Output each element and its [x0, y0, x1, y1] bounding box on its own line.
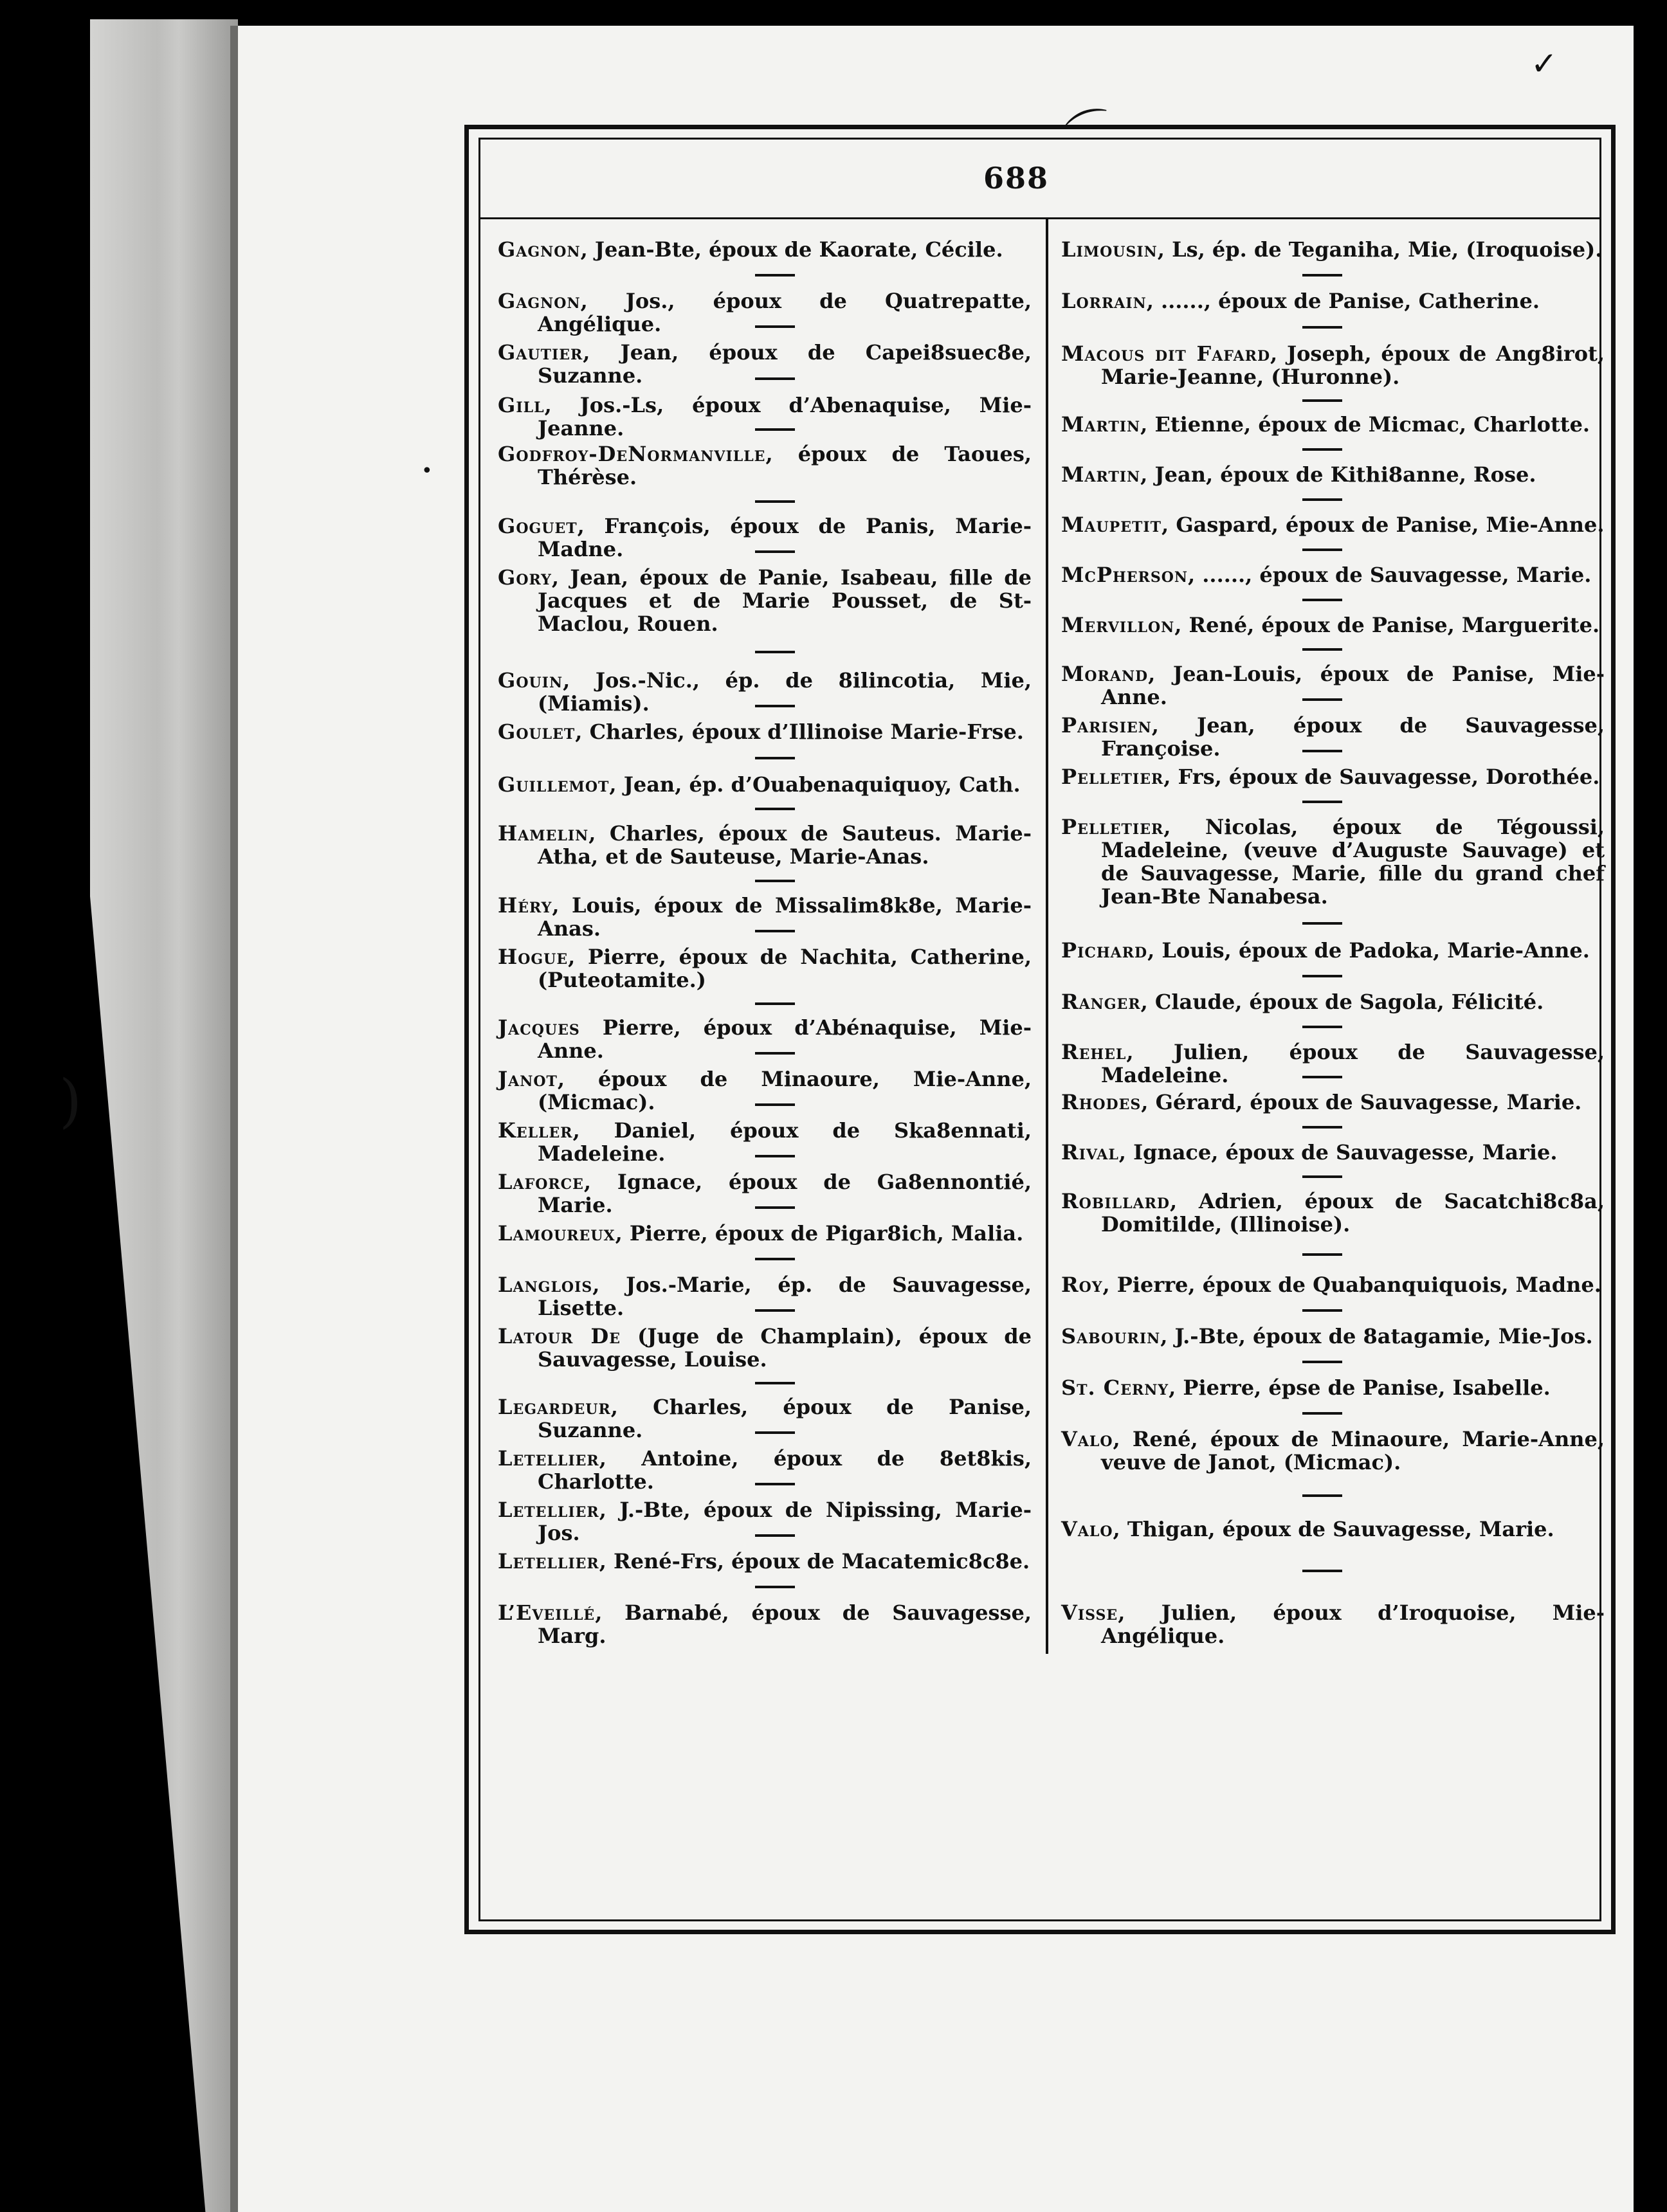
entry-text: , Jos.-Nic., ép. de 8ilincotia, Mie, (Miamis). [538, 668, 1032, 716]
entry-text: , ......, époux de Panise, Catherine. [1146, 289, 1540, 313]
list-item [1061, 939, 1605, 962]
entry-text: , Nicolas, époux de Tégoussi, Madeleine, (veuve d’Auguste Sauvage) et de Sauvagesse, Marie, fille du grand chef Jean-Bte Nanabesa. [1101, 815, 1605, 909]
list-item [1061, 662, 1605, 709]
entry-separator [755, 550, 795, 553]
entry-surname: Valo [1061, 1427, 1113, 1451]
entry-surname: Gagnon [498, 237, 581, 262]
entry-surname: Rival [1061, 1140, 1119, 1165]
entry-separator [755, 1206, 795, 1209]
list-item [498, 1325, 1032, 1371]
entry-separator [1302, 399, 1342, 402]
entry-text: , Adrien, époux de Sacatchi8c8a, Domitilde, (Illinoise). [1101, 1189, 1605, 1237]
entry-text: , Ignace, époux de Sauvagesse, Marie. [1118, 1140, 1558, 1165]
entry-surname: Keller [498, 1118, 573, 1143]
entry-text: (Juge de Champlain), époux de Sauvagesse, Louise. [538, 1324, 1032, 1372]
entry-surname: Héry [498, 893, 552, 918]
list-item [498, 1273, 1032, 1319]
entry-surname: Morand [1061, 662, 1149, 686]
entry-surname: Hamelin [498, 821, 589, 846]
entry-surname: Pelletier [1061, 765, 1164, 789]
entry-separator [1302, 1494, 1342, 1497]
entry-text: , Thigan, époux de Sauvagesse, Marie. [1113, 1517, 1554, 1541]
entry-surname: Limousin [1061, 237, 1158, 262]
entry-surname: Pelletier [1061, 815, 1164, 839]
list-item [498, 1550, 1032, 1573]
entry-surname: Goulet [498, 720, 576, 744]
entry-separator [1302, 274, 1342, 276]
entry-surname: Janot [498, 1067, 558, 1091]
entry-text: , J.-Bte, époux de 8atagamie, Mie-Jos. [1160, 1324, 1593, 1348]
list-item [498, 514, 1032, 561]
list-item [1061, 1190, 1605, 1236]
entry-surname: Letellier [498, 1446, 599, 1471]
list-item [1061, 1141, 1605, 1164]
page-number: 688 [983, 161, 1050, 195]
entry-separator [1302, 1361, 1342, 1363]
entry-text: , Louis, époux de Padoka, Marie-Anne. [1147, 938, 1590, 963]
entry-surname: Ranger [1061, 990, 1141, 1014]
entry-separator [1302, 548, 1342, 551]
entry-text: , Gérard, époux de Sauvagesse, Marie. [1141, 1090, 1582, 1114]
entry-text: , Jean, époux de Capei8suec8e, Suzanne. [538, 340, 1032, 388]
entry-surname: Langlois [498, 1273, 593, 1297]
entry-surname: Goguet [498, 514, 578, 538]
entry-surname: Letellier [498, 1498, 599, 1522]
list-item [1061, 815, 1605, 908]
list-item [1061, 613, 1605, 637]
entry-separator [755, 1103, 795, 1106]
margin-mark: • [421, 460, 433, 482]
entry-text: , Jean-Louis, époux de Panise, Mie-Anne. [1101, 662, 1605, 709]
list-item [498, 289, 1032, 336]
list-item [1061, 1601, 1605, 1647]
entry-text: , Charles, époux d’Illinoise Marie-Frse. [575, 720, 1024, 744]
entry-separator [1302, 1175, 1342, 1178]
entry-surname: Jacques [498, 1015, 580, 1040]
entry-separator [1302, 1126, 1342, 1129]
list-item [498, 566, 1032, 635]
list-item [1061, 1091, 1605, 1114]
list-item [1061, 463, 1605, 486]
list-item [498, 720, 1032, 743]
entry-separator [1302, 922, 1342, 925]
entry-separator [1302, 1076, 1342, 1078]
entry-separator [1302, 1309, 1342, 1312]
entry-surname: Visse [1061, 1600, 1118, 1625]
entry-surname: Hogue [498, 945, 569, 969]
entry-text: , Ignace, époux de Ga8ennontié, Marie. [538, 1170, 1032, 1217]
entry-text: , Pierre, époux de Quabanquiquois, Madne. [1102, 1273, 1601, 1297]
entry-separator [1302, 648, 1342, 651]
entry-surname: Letellier [498, 1549, 599, 1573]
entry-text: Pierre, époux d’Abénaquise, Mie-Anne. [538, 1015, 1032, 1063]
entry-text: , Antoine, époux de 8et8kis, Charlotte. [538, 1446, 1032, 1494]
entry-surname: Gory [498, 565, 552, 590]
margin-mark: ✓ [1531, 45, 1558, 82]
entry-surname: Rhodes [1061, 1090, 1142, 1114]
list-item [498, 394, 1032, 440]
list-item [1061, 289, 1605, 313]
list-item [1061, 765, 1605, 788]
entry-text: , Jean, époux de Panie, Isabeau, fille de Jacques et de Marie Pousset, de St-Maclou, Rouen. [538, 565, 1032, 636]
list-item [498, 1395, 1032, 1442]
entry-surname: McPherson [1061, 563, 1188, 587]
list-item [498, 1601, 1032, 1647]
entry-separator [1302, 326, 1342, 329]
header-rule [480, 217, 1599, 219]
entry-surname: Valo [1061, 1517, 1113, 1541]
entry-separator [1302, 498, 1342, 501]
entry-text: , Pierre, époux de Nachita, Catherine, (Puteotamite.) [538, 945, 1032, 992]
margin-mark: ) [59, 1067, 82, 1135]
list-item [498, 1498, 1032, 1545]
entry-surname: Legardeur [498, 1395, 611, 1419]
entry-separator [755, 930, 795, 932]
entry-text: , Jean-Bte, époux de Kaorate, Cécile. [580, 237, 1003, 262]
entry-separator [1302, 599, 1342, 601]
entry-text: , Barnabé, époux de Sauvagesse, Marg. [538, 1600, 1032, 1648]
entry-surname: Gagnon [498, 289, 581, 313]
entry-separator [755, 1155, 795, 1157]
entry-text: , Jean, ép. d’Ouabenaquiquoy, Cath. [609, 772, 1021, 797]
entry-separator [1302, 1253, 1342, 1256]
entry-text: , ......, époux de Sauvagesse, Marie. [1188, 563, 1592, 587]
list-item [498, 1170, 1032, 1217]
list-item [498, 341, 1032, 387]
entry-separator [755, 880, 795, 882]
entry-surname: Guillemot [498, 772, 610, 797]
list-item [498, 669, 1032, 715]
entry-text: , Etienne, époux de Micmac, Charlotte. [1140, 412, 1590, 437]
list-item [1061, 1273, 1605, 1296]
entry-text: , J.-Bte, époux de Nipissing, Marie-Jos. [538, 1498, 1032, 1545]
list-item [498, 894, 1032, 940]
entry-separator [1302, 1412, 1342, 1415]
list-item [498, 1447, 1032, 1493]
entry-surname: Parisien [1061, 713, 1152, 738]
entry-separator [755, 1534, 795, 1537]
list-item [1061, 413, 1605, 436]
list-item [498, 442, 1032, 489]
list-item [498, 773, 1032, 796]
list-item [1061, 1428, 1605, 1474]
entry-separator [755, 1002, 795, 1005]
list-item [498, 1222, 1032, 1245]
entry-surname: Roy [1061, 1273, 1103, 1297]
entry-text: , Claude, époux de Sagola, Félicité. [1140, 990, 1544, 1014]
entry-separator [755, 1052, 795, 1055]
entry-surname: Lorrain [1061, 289, 1147, 313]
entry-surname: Lamoureux [498, 1221, 615, 1246]
entry-separator [1302, 975, 1342, 977]
entry-text: , François, époux de Panis, Marie-Madne. [538, 514, 1032, 561]
entry-surname: Latour De [498, 1324, 621, 1348]
entry-surname: Gautier [498, 340, 583, 365]
entry-surname: Maupetit [1061, 512, 1162, 537]
entry-text: , Louis, époux de Missalim8k8e, Marie-Anas. [538, 893, 1032, 941]
list-item [498, 945, 1032, 992]
entry-surname: Martin [1061, 412, 1141, 437]
list-item [1061, 342, 1605, 388]
entry-text: , Gaspard, époux de Panise, Mie-Anne. [1161, 512, 1605, 537]
entry-surname: Gill [498, 393, 545, 417]
entry-separator [755, 428, 795, 431]
column-divider [1046, 219, 1048, 1654]
entry-text: , Frs, époux de Sauvagesse, Dorothée. [1163, 765, 1600, 789]
entry-separator [1302, 801, 1342, 803]
entry-separator [1302, 1026, 1342, 1028]
list-item [498, 1067, 1032, 1114]
list-item [1061, 238, 1605, 261]
entry-separator [755, 808, 795, 810]
entry-text: , René-Frs, époux de Macatemic8c8e. [599, 1549, 1030, 1573]
entry-surname: Pichard [1061, 938, 1148, 963]
entry-separator [755, 1483, 795, 1485]
list-item [1061, 990, 1605, 1013]
entry-text: , Jos.-Marie, ép. de Sauvagesse, Lisette. [538, 1273, 1032, 1320]
entry-text: , René, époux de Minaoure, Marie-Anne, veuve de Janot, (Micmac). [1101, 1427, 1605, 1474]
entry-separator [1302, 750, 1342, 752]
entry-separator [1302, 1570, 1342, 1572]
entry-surname: Godfroy-DeNormanville [498, 442, 766, 466]
entry-text: , Pierre, époux de Pigar8ich, Malia. [615, 1221, 1024, 1246]
list-item [498, 822, 1032, 868]
list-item [1061, 1325, 1605, 1348]
entry-text: , Julien, époux de Sauvagesse, Madeleine. [1101, 1040, 1605, 1087]
entry-separator [1302, 698, 1342, 701]
entry-text: , Charles, époux de Panise, Suzanne. [538, 1395, 1032, 1442]
list-item [1061, 1518, 1605, 1541]
entry-separator [755, 500, 795, 503]
entry-separator [755, 1586, 795, 1588]
book-spine [90, 19, 238, 2212]
entry-surname: Rehel [1061, 1040, 1127, 1064]
entry-separator [755, 705, 795, 707]
entry-separator [755, 274, 795, 276]
entry-text: , Pierre, épse de Panise, Isabelle. [1169, 1375, 1551, 1400]
entry-surname: Laforce [498, 1170, 584, 1194]
entry-surname: L’Eveillé [498, 1600, 596, 1625]
entry-surname: Macous dit Fafard [1061, 341, 1271, 366]
entry-surname: Mervillon [1061, 613, 1175, 637]
entry-text: , Charles, époux de Sauteus. Marie-Atha, et de Sauteuse, Marie-Anas. [538, 821, 1032, 869]
list-item [1061, 714, 1605, 760]
entry-surname: St. Cerny [1061, 1375, 1169, 1400]
entry-text: , Jean, époux de Kithi8anne, Rose. [1140, 462, 1536, 487]
entry-surname: Martin [1061, 462, 1141, 487]
entry-separator [755, 1431, 795, 1434]
entry-surname: Gouin [498, 668, 563, 693]
list-item [498, 1016, 1032, 1062]
entry-separator [755, 1258, 795, 1260]
entry-text: , Daniel, époux de Ska8ennati, Madeleine. [538, 1118, 1032, 1166]
entry-separator [755, 757, 795, 759]
entry-text: , Jos.-Ls, époux d’Abenaquise, Mie-Jeanne. [538, 393, 1032, 440]
entry-text: , époux de Taoues, Thérèse. [538, 442, 1032, 489]
list-item [1061, 1376, 1605, 1399]
entry-separator [755, 325, 795, 328]
list-item [1061, 513, 1605, 536]
entry-text: , Joseph, époux de Ang8irot, Marie-Jeanne, (Huronne). [1101, 341, 1605, 389]
list-item [498, 238, 1032, 261]
entry-text: , Ls, ép. de Teganiha, Mie, (Iroquoise). [1157, 237, 1603, 262]
list-item [498, 1119, 1032, 1165]
entry-text: , Julien, époux d’Iroquoise, Mie-Angélique. [1101, 1600, 1605, 1648]
entry-text: , Jean, époux de Sauvagesse, Françoise. [1101, 713, 1605, 761]
list-item [1061, 563, 1605, 586]
entry-text: , Jos., époux de Quatrepatte, Angélique. [538, 289, 1032, 336]
entry-surname: Sabourin [1061, 1324, 1161, 1348]
entry-surname: Robillard [1061, 1189, 1171, 1213]
entry-separator [755, 651, 795, 653]
margin-mark: ⌒ [1061, 100, 1122, 165]
entry-separator [755, 1309, 795, 1312]
entry-separator [755, 1382, 795, 1384]
list-item [1061, 1040, 1605, 1087]
entry-separator [755, 377, 795, 380]
entry-text: , époux de Minaoure, Mie-Anne, (Micmac). [538, 1067, 1032, 1114]
entry-separator [1302, 448, 1342, 451]
entry-text: , René, époux de Panise, Marguerite. [1174, 613, 1600, 637]
